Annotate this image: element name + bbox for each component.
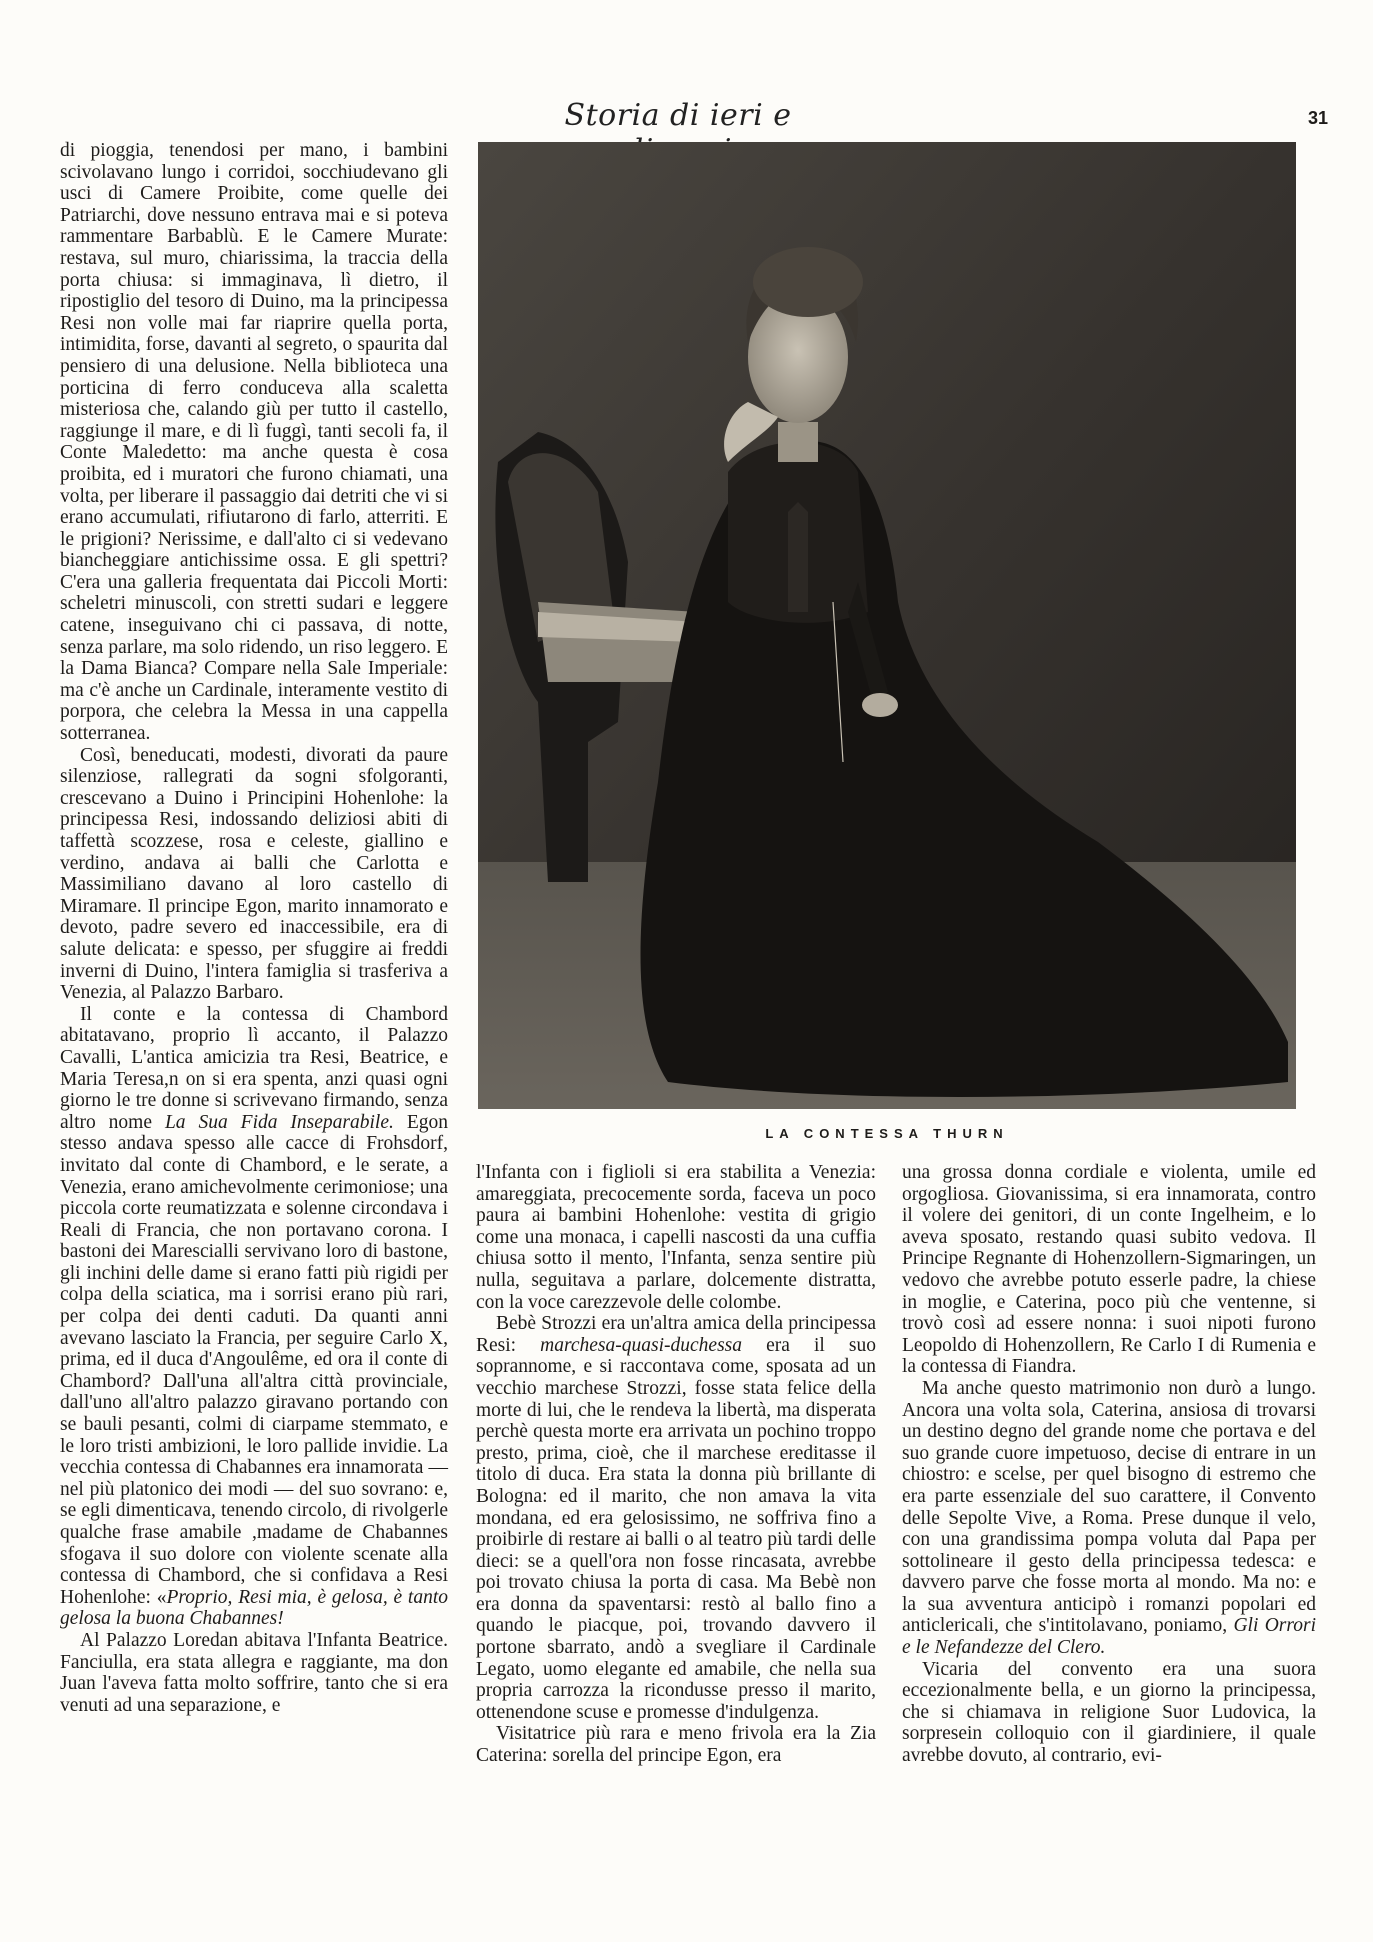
right-column (902, 1162, 1316, 1767)
paragraph: Ma anche questo matrimonio non durò a lungo. Ancora una volta sola, Caterina, ansiosa di trovarsi un destino degno del grande nome che portava e del suo grande cuore impetuoso, decise di entrare in un chiostro: e scelse, per quel bisogno di estremo che era parte essenziale del suo carattere, il Convento delle Sepolte Vive, a Roma. Prese dunque il velo, con una grandissima pompa voluta dal Papa per sottolineare il gesto della principessa tedesca: e davvero parve che fosse morta al mondo. Ma no: e la sua avventura anticipò i romanzi popolari ed anticlericali, che s'intitolavano, poniamo, Gli Orrori e le Nefandezze del Clero. (902, 1377, 1316, 1659)
running-title: Storia di ieri e (564, 98, 792, 133)
left-column (60, 140, 448, 1716)
paragraph: Al Palazzo Loredan abitava l'Infanta Beatrice. Fanciulla, era stata allegra e raggiante, ma don Juan l'aveva fatta molto soffrire, tanto che si era venuti ad una separazione, e (60, 1629, 448, 1716)
middle-column (476, 1162, 876, 1767)
paragraph: di pioggia, tenendosi per mano, i bambini scivolavano lungo i corridoi, socchiudevano gli usci di Camere Proibite, come quelle dei Patriarchi, dove nessuno entrava mai e si poteva rammentare Barbablù. E le Camere Murate: restava, sul muro, chiarissima, la traccia della porta chiusa: si immaginava, lì dietro, il ripostiglio del tesoro di Duino, ma la principessa Resi non volle mai far riaprire quella porta, intimidita, forse, davanti al segreto, o spaurita dal pensiero di una delusione. Nella biblioteca una porticina di ferro conduceva alla scaletta misteriosa che, calando giù per tutto il castello, raggiunge il mare, e di lì fuggì, tanti secoli fa, il Conte Maledetto: ma anche questa è cosa proibita, ed i muratori che furono chiamati, una volta, per liberare il passaggio dai detriti che vi si erano accumulati, rifiutarono di farlo, atterriti. E le prigioni? Nerissime, e dall'alto ci si vedevano biancheggiare antichissime ossa. E gli spettri? C'era una galleria frequentata dai Piccoli Morti: scheletri minuscoli, con stretti sudari e leggere catene, inseguivano chi ci passava, di notte, senza parlare, ma solo ridendo, un riso leggero. E la Dama Bianca? Compare nella Sale Imperiale: ma c'è anche un Cardinale, interamente vestito di porpora, che celebra la Messa in una cappella sotterranea. (60, 140, 448, 745)
paragraph: Il conte e la contessa di Chambord abitatavano, proprio lì accanto, il Palazzo Cavalli, L'antica amicizia tra Resi, Beatrice, e Maria Teresa,n on si era spenta, anzi quasi ogni giorno le tre donne si scrivevano firmando, senza altro nome La Sua Fida Inseparabile. Egon stesso andava spesso alle cacce di Frohsdorf, invitato dal conte di Chambord, e le serate, a Venezia, erano amichevolmente cerimoniose; una piccola corte reumatizzata e solenne circondava i Reali di Francia, che non portavano corona. I bastoni dei Marescialli servivano loro di bastone, gli inchini delle dame si erano fatti più rigidi per colpa della sciatica, ma i sorrisi erano più rari, per colpa dei denti caduti. Da quanti anni avevano lasciato la Francia, per seguire Carlo X, prima, ed il duca d'Angoulême, ed ora il conte di Chambord? Dall'una all'altra città provinciale, dall'uno all'altro palazzo giravano portando con se bauli pesanti, colmi di ciarpame stemmato, e le loro tristi ambizioni, le loro pallide invidie. La vecchia contessa di Chabannes era innamorata — nel più platonico dei modi — del suo sovrano: e, se egli dimenticava, tenendo circolo, di rivolgerle qualche frase amabile ,madame de Chabannes sfogava il suo dolore con violente scenate alla contessa di Chambord, che si confidava a Resi Hohenlohe: «Proprio, Resi mia, è gelosa, è tanto gelosa la buona Chabannes! (60, 1003, 448, 1630)
photo-caption: LA CONTESSA THURN (765, 1126, 1009, 1141)
paragraph: una grossa donna cordiale e violenta, umile ed orgogliosa. Giovanissima, si era innamorata, contro il volere dei genitori, di un conte Ingelheim, e lo aveva sposato, restando quasi subito vedova. Il Principe Regnante di Hohenzollern-Sigmaringen, un vedovo che avrebbe potuto esserle padre, la chiese in moglie, e Caterina, poco più che ventenne, si trovò così ad essere nonna: i suoi nipoti furono Leopoldo di Hohenzollern, Re Carlo I di Rumenia e la contessa di Fiandra. (902, 1162, 1316, 1378)
paragraph: l'Infanta con i figlioli si era stabilita a Venezia: amareggiata, precocemente sorda, faceva un poco paura ai bambini Hohenlohe: vestita di grigio come una monaca, i capelli nascosti da una cuffia chiusa sotto il mento, l'Infanta, senza sentire più nulla, seguitava a parlare, dolcemente distratta, con la voce carezzevole delle colombe. (476, 1162, 876, 1313)
paragraph: Vicaria del convento era una suora eccezionalmente bella, e un giorno la principessa, che si chiamava in religione Suor Ludovica, la sorpresein colloquio con il giardiniere, il quale avrebbe dovuto, al contrario, evi- (902, 1658, 1316, 1767)
paragraph: Così, beneducati, modesti, divorati da paure silenziose, rallegrati da sogni sfolgoranti, crescevano a Duino i Principini Hohenlohe: la principessa Resi, indossando deliziosi abiti di taffettà scozzese, rosa e celeste, giallino e verdino, andava ai balli che Carlotta e Massimiliano davano al loro castello di Miramare. Il principe Egon, marito innamorato e devoto, padre severo ed inaccessibile, era di salute delicata: e spesso, per sfuggire ai freddi inverni di Duino, l'intera famiglia si trasferiva a Venezia, al Palazzo Barbaro. (60, 744, 448, 1004)
portrait-illustration (478, 142, 1296, 1109)
paragraph: Bebè Strozzi era un'altra amica della principessa Resi: marchesa-quasi-duchessa era il suo soprannome, e si raccontava come, sposata ad un vecchio marchese Strozzi, fosse stata felice della morte di lui, che le rendeva la libertà, ma disperata perchè questa morte era arrivata un pochino troppo presto, prima, cioè, che il marchese ereditasse il titolo di duca. Era stata la donna più brillante di Bologna: ed il marito, che non amava la vita mondana, ed era gelosissimo, ne soffriva fino a proibirle di restare ai balli o al teatro più tardi delle dieci: se a quell'ora non fosse rincasata, avrebbe poi trovato chiusa la porta di casa. Ma Bebè non era donna da spaventarsi: restò al ballo fino a quando le piacque, poi, trovando davvero il portone sbarrato, andò a svegliare il Cardinale Legato, uomo elegante ed amabile, che nella sua propria carrozza la ricondusse presso il marito, ottenendone scuse e promesse d'indulgenza. (476, 1313, 876, 1723)
page-number: 31 (1307, 108, 1328, 128)
portrait-photo (478, 142, 1296, 1109)
paragraph: Visitatrice più rara e meno frivola era la Zia Caterina: sorella del principe Egon, era (476, 1723, 876, 1767)
